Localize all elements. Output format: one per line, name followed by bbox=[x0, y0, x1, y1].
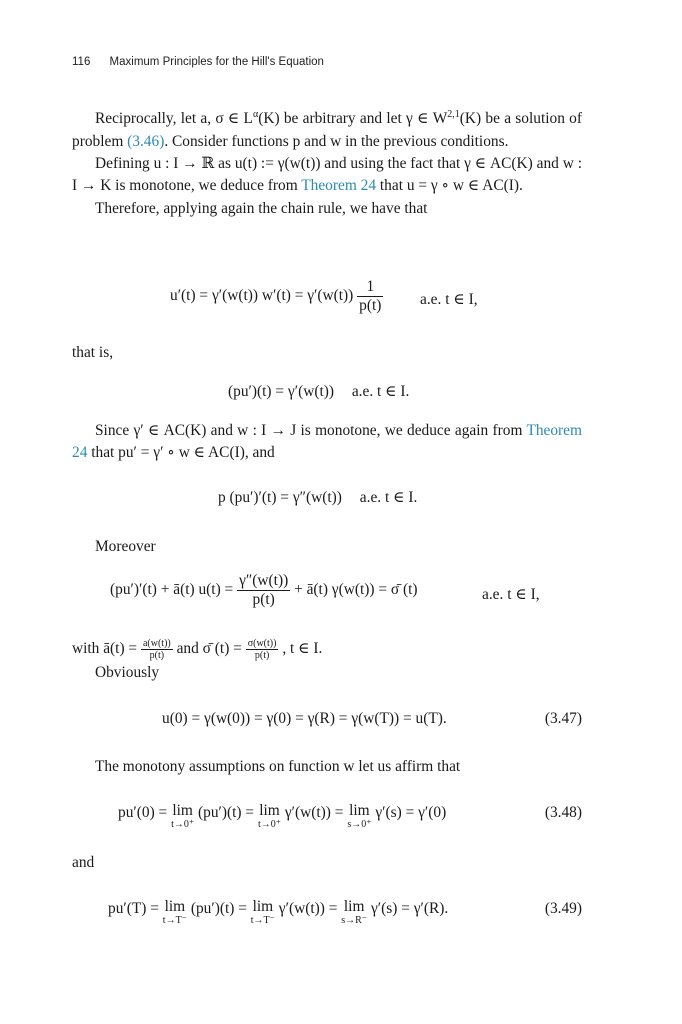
fraction: $\frac{\sigma(w(t))}{p(t)}$ bbox=[247, 638, 277, 661]
equation-number: (3.47) bbox=[544, 710, 582, 727]
equation-chain-rule: u′(t) = γ′(w(t)) w′(t) = γ′(w(t)) $\frac{1}{p(t)}$ bbox=[170, 278, 382, 314]
equation-limit-zero: pu′(0) = lim t→0⁺ (pu′)(t) = lim t→0⁺ γ′(w(t)) = lim s→0⁺ γ′(s) = γ′(0) bbox=[118, 802, 447, 830]
running-title: Maximum Principles for the Hill's Equation bbox=[109, 56, 324, 68]
equation-reference-link[interactable]: (3.46) bbox=[127, 132, 165, 150]
equation-number: (3.49) bbox=[544, 900, 582, 917]
equation-limit-T: pu′(T) = lim t→T⁻ (pu′)(t) = lim t→T⁻ γ′(w(t)) = lim s→R⁻ γ′(s) = γ′(R). bbox=[108, 898, 449, 926]
fraction: $\frac{1}{p(t)}$ bbox=[359, 278, 382, 314]
limit: lim s→0⁺ bbox=[347, 802, 372, 830]
fraction: $\frac{a(w(t))}{p(t)}$ bbox=[142, 638, 171, 661]
equation-condition: a.e. t ∈ I, bbox=[420, 291, 478, 308]
limit: lim t→T⁻ bbox=[250, 898, 275, 926]
theorem-reference-link[interactable]: Theorem 24 bbox=[72, 422, 582, 462]
paragraph-defining: Defining u : I → ℝ as u(t) := γ(w(t)) and using the fact that γ ∈ AC(K) and w : I → K is monotone, we deduce from Theorem 24 that u = γ ∘ w ∈ AC(I). bbox=[72, 154, 582, 195]
running-header bbox=[72, 56, 324, 68]
text-obviously: Obviously bbox=[95, 664, 160, 681]
definition-line: with ā(t) = $\frac{a(w(t))}{p(t)}$ and σ̄ (t) = $\frac{\sigma(w(t))}{p(t)}$ , t ∈ I. bbox=[72, 638, 323, 661]
text-block-1 bbox=[72, 104, 582, 220]
paragraph-therefore: Therefore, applying again the chain rule, we have that bbox=[95, 199, 428, 217]
text-moreover: Moreover bbox=[95, 538, 156, 555]
limit: lim t→T⁻ bbox=[162, 898, 187, 926]
theorem-reference-link[interactable]: Theorem 24 bbox=[301, 177, 377, 195]
equation-number: (3.48) bbox=[544, 804, 582, 821]
equation-second-derivative: p (pu′)′(t) = γ″(w(t)) a.e. t ∈ I. bbox=[218, 489, 418, 506]
text-block-2 bbox=[72, 420, 582, 465]
text-monotony: The monotony assumptions on function w let us affirm that bbox=[95, 758, 461, 775]
fraction: $\frac{\gamma''(w(t))}{p(t)}$ bbox=[239, 572, 289, 608]
paragraph-since: Since γ′ ∈ AC(K) and w : I → J is monotone, we deduce again from Theorem 24 that pu′ = γ′ ∘ w ∈ AC(I), and bbox=[72, 422, 582, 462]
limit: lim t→0⁺ bbox=[171, 802, 195, 830]
limit: lim t→0⁺ bbox=[257, 802, 281, 830]
text-and: and bbox=[72, 854, 95, 871]
equation-condition: a.e. t ∈ I, bbox=[482, 586, 540, 603]
text-that-is: that is, bbox=[72, 344, 114, 361]
equation-pu-prime: (pu′)(t) = γ′(w(t)) a.e. t ∈ I. bbox=[228, 383, 410, 400]
page-number: 116 bbox=[72, 56, 91, 68]
equation-hill: (pu′)′(t) + ā(t) u(t) = $\frac{\gamma''(w(t))}{p(t)}$ + ā(t) γ(w(t)) = σ̄ (t) bbox=[110, 572, 418, 608]
equation-periodicity: u(0) = γ(w(0)) = γ(0) = γ(R) = γ(w(T)) = u(T). bbox=[162, 710, 447, 727]
limit: lim s→R⁻ bbox=[341, 898, 368, 926]
paragraph-reciprocally: Reciprocally, let a, σ ∈ $L^\alpha(K)$ be arbitrary and let γ ∈ W$^{2,1}$(K) be a solution of problem (3.46). Consider functions p and w in the previous conditions. bbox=[72, 109, 582, 150]
